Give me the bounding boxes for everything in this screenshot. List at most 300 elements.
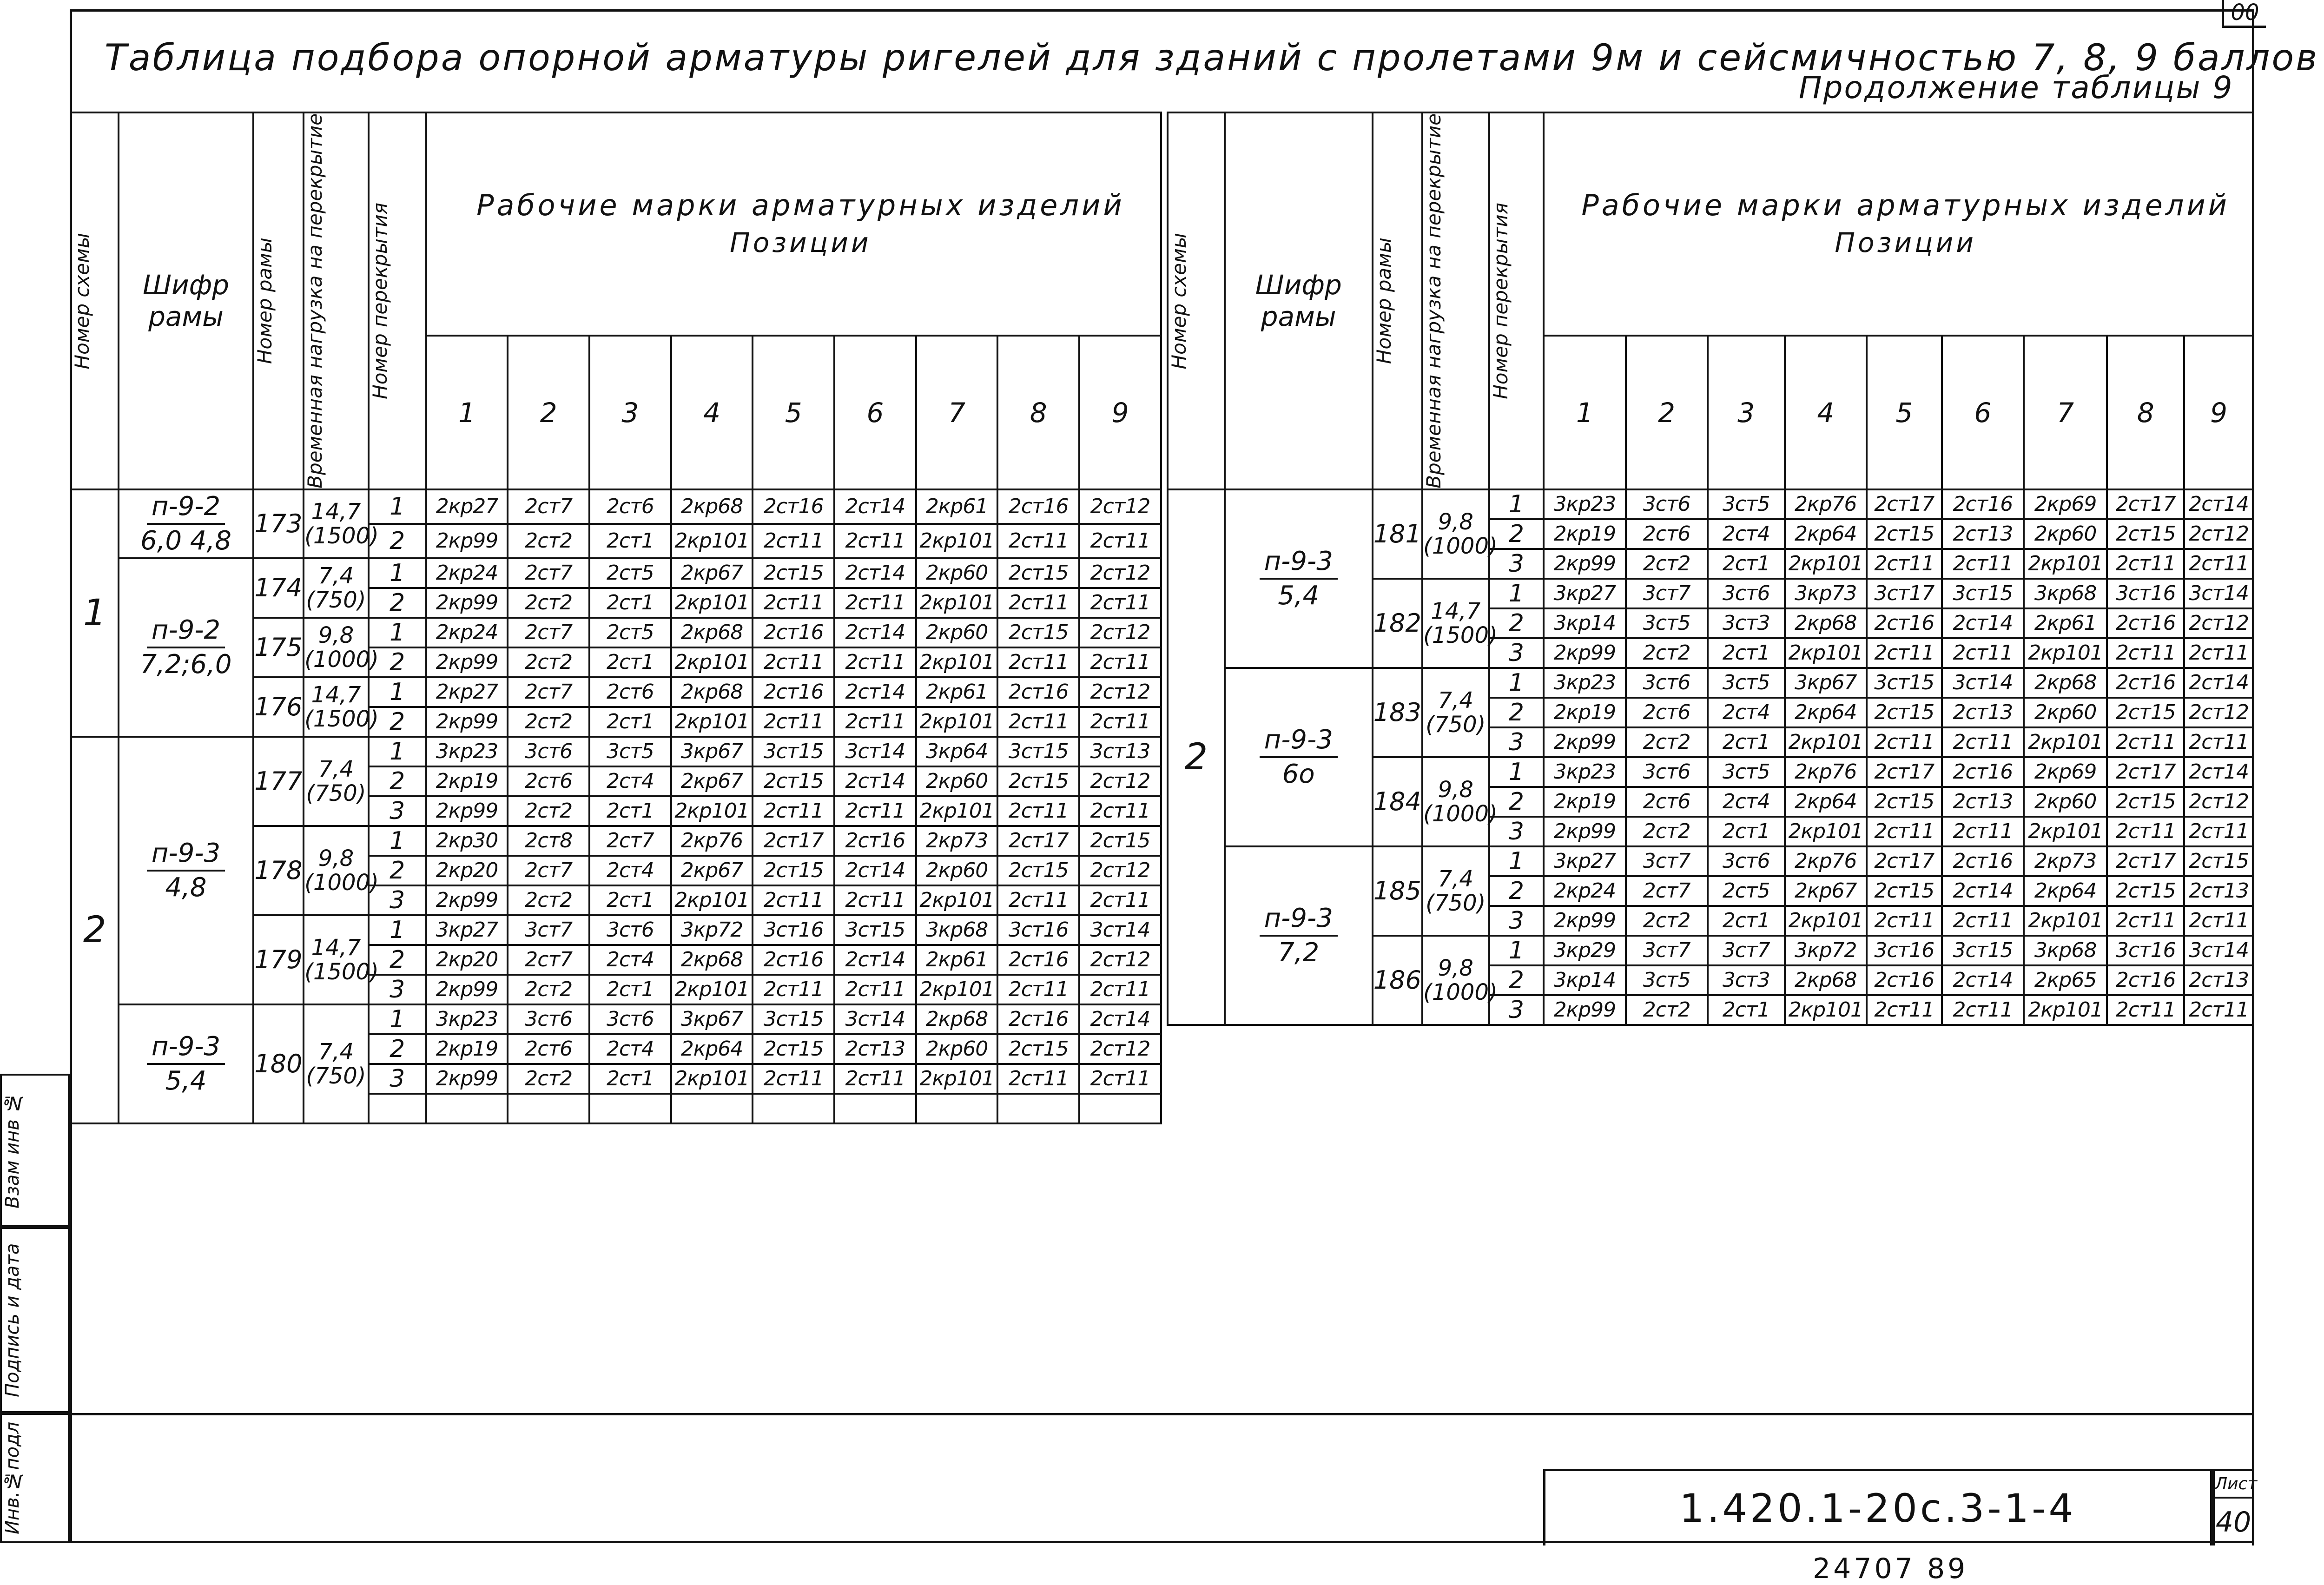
mark-cell: 2кр99	[1544, 817, 1625, 846]
mark-cell: 2ст6	[1626, 698, 1708, 727]
mark-cell: 2ст11	[1079, 975, 1161, 1004]
mark-cell: 2ст15	[2107, 876, 2184, 906]
mark-cell: 2ст16	[753, 677, 834, 707]
header-shifr-label: Шифр рамы	[1255, 269, 1342, 333]
mark-cell: 2кр61	[916, 489, 998, 524]
stamp-inv: Инв.№подл	[0, 1413, 70, 1543]
table-row	[71, 1004, 1161, 1034]
frame-number: 174	[253, 558, 304, 618]
mark-cell: 2ст11	[997, 796, 1079, 826]
load-value-kgf: (1000)	[304, 646, 379, 673]
floor-number: 3	[1489, 638, 1544, 668]
load-value-kgf: (1000)	[1423, 533, 1498, 559]
mark-cell: 2ст11	[2184, 817, 2253, 846]
mark-cell: 3ст7	[508, 915, 589, 945]
sheet-box	[2212, 1469, 2258, 1545]
mark-cell: 2ст2	[508, 647, 589, 677]
load-value: 9,8	[1438, 509, 1473, 535]
mark-cell: 2ст1	[1708, 549, 1785, 579]
mark-cell: 2ст11	[753, 1064, 834, 1094]
floor-number: 3	[369, 975, 426, 1004]
mark-cell: 2ст2	[1626, 549, 1708, 579]
mark-cell: 2кр99	[426, 1064, 508, 1094]
mark-cell: 2ст16	[753, 489, 834, 524]
mark-cell: 3ст6	[1708, 846, 1785, 876]
floor-number: 2	[369, 856, 426, 885]
mark-cell: 2ст14	[834, 945, 916, 975]
shifr-top: п-9-3	[147, 1030, 225, 1065]
mark-cell: 2ст11	[1867, 549, 1942, 579]
header-scheme-label: Номер схемы	[1168, 232, 1190, 370]
mark-cell: 2ст11	[834, 588, 916, 618]
mark-cell: 2ст11	[997, 1064, 1079, 1094]
mark-cell: 2кр99	[426, 647, 508, 677]
mark-cell: 2ст15	[997, 1034, 1079, 1064]
mark-cell: 2ст12	[1079, 856, 1161, 885]
load-cell	[1422, 757, 1498, 846]
mark-cell: 3ст6	[1626, 489, 1708, 519]
mark-cell: 3ст13	[1079, 737, 1161, 766]
mark-cell: 2кр20	[426, 945, 508, 975]
mark-cell: 2ст7	[508, 856, 589, 885]
sheet-number: 40	[2215, 1506, 2251, 1539]
mark-cell: 2ст11	[997, 975, 1079, 1004]
load-value-kgf: (1000)	[1423, 979, 1498, 1005]
position-number: 9	[1079, 336, 1161, 489]
mark-cell: 2ст5	[589, 618, 671, 647]
load-value-kgf: (750)	[306, 1063, 366, 1089]
mark-cell: 2ст12	[1079, 766, 1161, 796]
mark-cell: 2ст17	[1867, 846, 1942, 876]
stamp-vzam: Взам инв №	[0, 1074, 70, 1227]
mark-cell: 2ст11	[2107, 638, 2184, 668]
scheme-number: 1	[71, 489, 119, 737]
mark-cell: 2ст17	[1867, 489, 1942, 519]
load-value-kgf: (750)	[1426, 890, 1486, 916]
load-value-kgf: (750)	[306, 587, 366, 613]
mark-cell: 2кр24	[1544, 876, 1625, 906]
mark-cell: 2ст4	[589, 945, 671, 975]
mark-cell: 2ст13	[1942, 787, 2024, 817]
mark-cell: 2ст11	[1867, 906, 1942, 936]
mark-cell	[426, 1094, 508, 1123]
mark-cell: 2кр64	[1785, 698, 1867, 727]
position-number: 7	[2024, 336, 2107, 489]
mark-cell: 2кр68	[916, 1004, 998, 1034]
position-number: 1	[1544, 336, 1625, 489]
floor-number: 2	[1489, 698, 1544, 727]
mark-cell: 3ст5	[1708, 489, 1785, 519]
frame-number: 178	[253, 826, 304, 915]
mark-cell: 2ст8	[508, 826, 589, 856]
mark-cell: 2кр99	[426, 588, 508, 618]
load-value-kgf: (1500)	[1423, 622, 1498, 648]
mark-cell: 2ст11	[1942, 727, 2024, 757]
header-frame-label: Номер рамы	[253, 238, 276, 364]
load-cell	[1422, 668, 1489, 757]
mark-cell: 2ст15	[1867, 519, 1942, 549]
mark-cell: 2ст15	[753, 1034, 834, 1064]
mark-cell: 2ст11	[1079, 1064, 1161, 1094]
mark-cell: 2кр67	[671, 558, 753, 588]
header-load-label: Временная нагрузка на перекрытие	[1422, 113, 1446, 489]
mark-cell: 2ст15	[997, 856, 1079, 885]
mark-cell: 2ст12	[1079, 558, 1161, 588]
mark-cell: 2ст11	[1942, 995, 2024, 1025]
mark-cell: 2ст14	[2184, 757, 2253, 787]
mark-cell	[589, 1094, 671, 1123]
mark-cell: 2ст12	[2184, 787, 2253, 817]
mark-cell: 3ст15	[997, 737, 1079, 766]
mark-cell: 2ст1	[589, 885, 671, 915]
mark-cell: 2кр67	[671, 766, 753, 796]
mark-cell: 3кр23	[426, 1004, 508, 1034]
mark-cell: 2ст7	[508, 558, 589, 588]
stamp-sign: Подпись и дата	[0, 1227, 70, 1413]
mark-cell	[753, 1094, 834, 1123]
mark-cell: 2ст14	[834, 856, 916, 885]
mark-cell: 2кр60	[2024, 698, 2107, 727]
mark-cell: 2кр61	[916, 945, 998, 975]
mark-cell: 2кр60	[916, 856, 998, 885]
mark-cell: 2кр76	[1785, 757, 1867, 787]
header-load	[1422, 112, 1489, 489]
mark-cell: 2кр73	[2024, 846, 2107, 876]
mark-cell: 2кр19	[426, 1034, 508, 1064]
mark-cell: 2ст11	[753, 524, 834, 558]
mark-cell: 3ст7	[1626, 579, 1708, 608]
table-row	[1168, 846, 2253, 876]
floor-number: 1	[369, 737, 426, 766]
mark-cell: 2кр76	[1785, 489, 1867, 519]
floor-number: 1	[369, 618, 426, 647]
position-number: 3	[589, 336, 671, 489]
mark-cell: 3кр67	[671, 737, 753, 766]
floor-number: 1	[369, 826, 426, 856]
mark-cell: 2ст11	[2107, 995, 2184, 1025]
position-number: 4	[1785, 336, 1867, 489]
mark-cell: 2ст15	[997, 766, 1079, 796]
mark-cell: 2ст16	[1942, 489, 2024, 519]
mark-cell: 2кр68	[1785, 608, 1867, 638]
mark-cell: 2ст12	[1079, 677, 1161, 707]
floor-number: 2	[1489, 608, 1544, 638]
mark-cell: 2ст6	[589, 489, 671, 524]
mark-cell: 2кр101	[2024, 995, 2107, 1025]
load-value: 14,7	[311, 934, 361, 961]
mark-cell: 3кр68	[2024, 936, 2107, 965]
mark-cell: 2ст11	[2184, 638, 2253, 668]
mark-cell: 2кр60	[916, 618, 998, 647]
mark-cell: 2ст11	[834, 975, 916, 1004]
mark-cell: 2ст1	[589, 524, 671, 558]
load-value: 7,4	[318, 756, 354, 782]
mark-cell: 2ст11	[2107, 549, 2184, 579]
mark-cell: 3кр14	[1544, 608, 1625, 638]
frame-number: 185	[1373, 846, 1423, 936]
mark-cell: 2ст11	[2107, 817, 2184, 846]
mark-cell: 2ст2	[1626, 727, 1708, 757]
load-cell	[304, 826, 379, 915]
position-number: 6	[1942, 336, 2024, 489]
shifr-cell	[119, 558, 253, 737]
load-value-kgf: (750)	[1426, 711, 1486, 738]
mark-cell: 2ст13	[2184, 965, 2253, 995]
mark-cell: 2кр67	[671, 856, 753, 885]
mark-cell: 2ст2	[508, 1064, 589, 1094]
position-number: 2	[508, 336, 589, 489]
table-row	[71, 737, 1161, 766]
mark-cell: 2ст2	[508, 975, 589, 1004]
header-floor-label: Номер перекрытия	[368, 202, 391, 399]
mark-cell: 2ст7	[508, 945, 589, 975]
mark-cell: 3ст16	[2107, 936, 2184, 965]
mark-cell: 2ст17	[997, 826, 1079, 856]
mark-cell: 2ст15	[753, 558, 834, 588]
mark-cell: 2ст11	[753, 707, 834, 737]
mark-cell: 2ст6	[589, 677, 671, 707]
mark-cell: 2кр101	[2024, 906, 2107, 936]
shifr-top: п-9-3	[1260, 545, 1338, 580]
mark-cell: 2кр68	[1785, 965, 1867, 995]
mark-cell: 2кр20	[426, 856, 508, 885]
mark-cell: 3ст7	[1626, 846, 1708, 876]
mark-cell: 2ст12	[1079, 618, 1161, 647]
mark-cell: 3ст15	[834, 915, 916, 945]
mark-cell: 2ст11	[753, 647, 834, 677]
mark-cell: 3кр72	[1785, 936, 1867, 965]
floor-number: 3	[369, 1064, 426, 1094]
mark-cell: 2ст13	[834, 1034, 916, 1064]
floor-number: 1	[1489, 489, 1544, 519]
header-work-marks	[426, 112, 1161, 336]
load-cell	[304, 489, 379, 558]
mark-cell: 2кр19	[1544, 698, 1625, 727]
position-number: 2	[1626, 336, 1708, 489]
mark-cell: 2ст2	[508, 885, 589, 915]
floor-number: 2	[1489, 876, 1544, 906]
header-floor	[369, 112, 426, 489]
header-shifr-label: Шифр рамы	[142, 269, 230, 333]
mark-cell: 2кр101	[1785, 549, 1867, 579]
document-code: 1.420.1-20с.3-1-4	[1543, 1469, 2212, 1545]
position-number: 6	[834, 336, 916, 489]
floor-number: 1	[369, 489, 426, 524]
floor-number: 2	[369, 707, 426, 737]
mark-cell: 2кр101	[1785, 995, 1867, 1025]
mark-cell: 2ст4	[589, 856, 671, 885]
mark-cell: 2ст11	[1867, 727, 1942, 757]
mark-cell: 2ст16	[1867, 608, 1942, 638]
header-load	[304, 112, 369, 489]
floor-number: 2	[1489, 519, 1544, 549]
mark-cell: 2ст11	[834, 647, 916, 677]
load-cell	[304, 737, 369, 826]
load-value: 14,7	[311, 681, 361, 708]
mark-cell: 2ст16	[1942, 757, 2024, 787]
mark-cell: 2ст7	[508, 618, 589, 647]
mark-cell: 2кр65	[2024, 965, 2107, 995]
floor-number: 2	[1489, 965, 1544, 995]
mark-cell: 2ст6	[508, 1034, 589, 1064]
frame-number: 181	[1373, 489, 1423, 579]
mark-cell: 3ст6	[589, 1004, 671, 1034]
shifr-bottom: 5,4	[1278, 580, 1320, 611]
mark-cell: 2кр99	[1544, 995, 1625, 1025]
mark-cell: 3ст14	[2184, 579, 2253, 608]
mark-cell: 2ст16	[1942, 846, 2024, 876]
load-value: 9,8	[318, 622, 354, 648]
mark-cell: 2кр60	[916, 1034, 998, 1064]
mark-cell: 2ст17	[2107, 757, 2184, 787]
mark-cell: 2ст12	[2184, 608, 2253, 638]
load-value: 9,8	[1438, 955, 1473, 981]
mark-cell: 2кр68	[671, 677, 753, 707]
mark-cell: 2кр99	[1544, 638, 1625, 668]
floor-number: 2	[369, 647, 426, 677]
header-scheme	[71, 112, 119, 489]
mark-cell: 2ст11	[997, 647, 1079, 677]
mark-cell: 3ст7	[1708, 936, 1785, 965]
mark-cell: 2ст14	[834, 558, 916, 588]
mark-cell: 2ст2	[508, 796, 589, 826]
mark-cell: 2ст14	[834, 618, 916, 647]
mark-cell: 2ст12	[2184, 698, 2253, 727]
mark-cell: 2ст11	[753, 796, 834, 826]
mark-cell: 2ст2	[1626, 995, 1708, 1025]
load-cell	[1422, 579, 1498, 668]
mark-cell: 2кр101	[671, 1064, 753, 1094]
mark-cell: 2ст7	[508, 489, 589, 524]
shifr-bottom: 5,4	[165, 1065, 207, 1096]
mark-cell: 2кр101	[916, 975, 998, 1004]
mark-cell: 2кр19	[1544, 519, 1625, 549]
mark-cell: 2ст14	[2184, 668, 2253, 698]
floor-number: 1	[369, 677, 426, 707]
position-number: 9	[2184, 336, 2253, 489]
mark-cell: 2кр68	[2024, 668, 2107, 698]
mark-cell: 2ст1	[589, 1064, 671, 1094]
floor-number: 1	[369, 1004, 426, 1034]
shifr-top: п-9-3	[147, 837, 225, 872]
mark-cell: 2ст14	[1942, 965, 2024, 995]
header-work-label: Рабочие марки арматурных изделий	[1581, 188, 2230, 223]
mark-cell: 2ст15	[1867, 787, 1942, 817]
mark-cell: 2ст2	[508, 588, 589, 618]
header-work-label: Рабочие марки арматурных изделий	[476, 188, 1125, 223]
mark-cell: 2ст1	[1708, 995, 1785, 1025]
mark-cell: 2ст15	[1079, 826, 1161, 856]
mark-cell: 2ст6	[1626, 519, 1708, 549]
table-row	[71, 489, 1161, 524]
corner-number: 00	[2222, 0, 2266, 28]
mark-cell: 2ст4	[1708, 698, 1785, 727]
mark-cell: 2ст11	[834, 796, 916, 826]
mark-cell: 2кр101	[2024, 817, 2107, 846]
position-number: 3	[1708, 336, 1785, 489]
shifr-top: п-9-2	[147, 490, 225, 525]
mark-cell: 2ст14	[1942, 608, 2024, 638]
mark-cell: 2ст14	[834, 766, 916, 796]
shifr-bottom: 4,8	[165, 872, 207, 903]
mark-cell: 2кр60	[916, 766, 998, 796]
mark-cell: 2кр101	[671, 524, 753, 558]
table-row	[71, 558, 1161, 588]
load-cell	[304, 915, 379, 1004]
mark-cell: 2ст11	[834, 885, 916, 915]
mark-cell: 3кр27	[426, 915, 508, 945]
header-load-label: Временная нагрузка на перекрытие	[304, 113, 327, 489]
mark-cell: 2ст11	[1942, 817, 2024, 846]
shifr-cell	[119, 489, 253, 558]
floor-number: 3	[1489, 549, 1544, 579]
header-floor-label: Номер перекрытия	[1489, 202, 1512, 399]
mark-cell: 3кр67	[1785, 668, 1867, 698]
mark-cell: 2ст11	[2107, 727, 2184, 757]
mark-cell: 2кр60	[2024, 787, 2107, 817]
mark-cell: 2ст12	[2184, 519, 2253, 549]
table-row	[1168, 489, 2253, 519]
mark-cell: 3ст3	[1708, 965, 1785, 995]
floor-number: 2	[1489, 787, 1544, 817]
position-number: 8	[997, 336, 1079, 489]
mark-cell: 2ст11	[1867, 995, 1942, 1025]
load-cell	[1422, 846, 1489, 936]
mark-cell: 3ст6	[1626, 757, 1708, 787]
mark-cell: 3ст17	[1867, 579, 1942, 608]
table-row	[1168, 668, 2253, 698]
mark-cell: 2ст11	[1942, 638, 2024, 668]
mark-cell: 2ст16	[997, 677, 1079, 707]
shifr-cell	[119, 1004, 253, 1123]
load-value: 7,4	[1438, 687, 1473, 713]
position-number: 1	[426, 336, 508, 489]
mark-cell: 3ст5	[1708, 668, 1785, 698]
mark-cell: 2ст6	[1626, 787, 1708, 817]
mark-cell: 2кр101	[916, 707, 998, 737]
mark-cell: 2ст11	[2107, 906, 2184, 936]
mark-cell: 2ст14	[2184, 489, 2253, 519]
mark-cell: 2кр24	[426, 618, 508, 647]
mark-cell: 2ст4	[589, 1034, 671, 1064]
mark-cell	[671, 1094, 753, 1123]
mark-cell: 2кр99	[426, 796, 508, 826]
mark-cell: 3ст16	[997, 915, 1079, 945]
mark-cell: 2ст11	[834, 524, 916, 558]
mark-cell: 2кр60	[2024, 519, 2107, 549]
mark-cell: 2ст16	[997, 489, 1079, 524]
mark-cell: 2кр64	[671, 1034, 753, 1064]
load-value: 7,4	[1438, 865, 1473, 892]
header-floor	[1489, 112, 1544, 489]
floor-number: 3	[1489, 817, 1544, 846]
mark-cell: 2кр101	[671, 796, 753, 826]
mark-cell: 2ст7	[508, 677, 589, 707]
mark-cell: 3ст6	[508, 737, 589, 766]
mark-cell: 3кр68	[916, 915, 998, 945]
floor-number: 1	[1489, 757, 1544, 787]
mark-cell: 2кр101	[1785, 727, 1867, 757]
mark-cell: 2ст11	[2184, 906, 2253, 936]
mark-cell: 2ст15	[997, 618, 1079, 647]
mark-cell: 2ст17	[1867, 757, 1942, 787]
load-cell	[304, 558, 369, 618]
load-value: 7,4	[318, 1038, 354, 1065]
floor-number: 3	[369, 885, 426, 915]
mark-cell: 2ст11	[997, 885, 1079, 915]
frame-number: 175	[253, 618, 304, 677]
mark-cell: 2кр67	[1785, 876, 1867, 906]
